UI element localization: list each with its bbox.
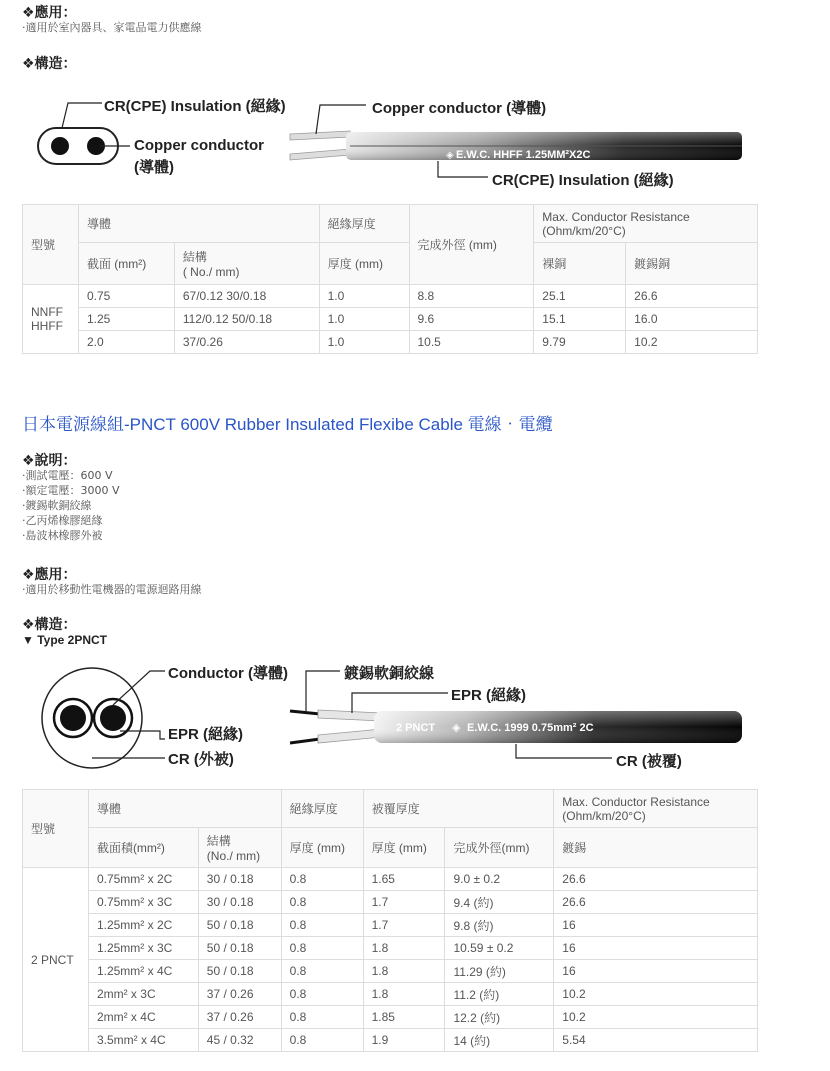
label-conductor: Conductor (導體) xyxy=(168,665,288,682)
hhff-spec-table xyxy=(22,204,758,354)
table-row: 2mm² x 3C 37 / 0.26 0.8 1.8 11.2 (約) 10.2 xyxy=(23,983,758,1006)
description-item: ·鍍錫軟銅絞線 xyxy=(22,499,92,512)
header-bare-copper: 裸銅 xyxy=(534,243,626,285)
label-epr-right: EPR (絕緣) xyxy=(451,687,527,704)
cable-print-model: 2 PNCT xyxy=(396,722,436,734)
table-row: 3.5mm² x 4C 45 / 0.32 0.8 1.9 14 (約) 5.54 xyxy=(23,1029,758,1052)
model-cell: NNFF HHFF xyxy=(23,285,79,354)
label-tinned-copper: 鍍錫軟銅絞線 xyxy=(344,665,435,682)
application-text: ·適用於室內器具、家電品電力供應線 xyxy=(22,21,202,34)
header-structure: 結構 (No./ mm) xyxy=(198,828,281,868)
table-row: 1.25 112/0.12 50/0.18 1.0 9.6 15.1 16.0 xyxy=(23,308,758,331)
header-thickness: 厚度 (mm) xyxy=(319,243,409,285)
header-conductor: 導體 xyxy=(78,205,319,243)
table-row: 1.25mm² x 4C 50 / 0.18 0.8 1.8 11.29 (約) 16 xyxy=(23,960,758,983)
header-type: 型號 xyxy=(23,205,79,285)
header-tinned: 鍍錫 xyxy=(554,828,758,868)
header-structure: 結構 ( No./ mm) xyxy=(174,243,319,285)
header-sheath-thickness: 厚度 (mm) xyxy=(363,828,445,868)
label-insulation-left: CR(CPE) Insulation (絕緣) xyxy=(104,98,286,115)
model-cell: 2 PNCT xyxy=(23,868,89,1052)
description-list xyxy=(22,468,120,543)
table-row: 2mm² x 4C 37 / 0.26 0.8 1.85 12.2 (約) 10.2 xyxy=(23,1006,758,1029)
description-heading: ❖說明： xyxy=(22,453,77,469)
header-area: 截面積(mm²) xyxy=(88,828,198,868)
structure-heading: ❖構造： xyxy=(22,56,77,72)
structure-heading-2: ❖構造： xyxy=(22,617,77,633)
table-row: NNFF HHFF 0.75 67/0.12 30/0.18 1.0 8.8 25.1 26.6 xyxy=(23,285,758,308)
pnct-spec-table xyxy=(22,789,758,1052)
header-insulation: 絕緣厚度 xyxy=(281,790,363,828)
table-row: 1.25mm² x 3C 50 / 0.18 0.8 1.8 10.59 ± 0.2 16 xyxy=(23,937,758,960)
header-sheath: 被覆厚度 xyxy=(363,790,554,828)
label-conductor-left: Copper conductor xyxy=(134,137,264,154)
application-heading-2: ❖應用： xyxy=(22,567,77,583)
conductor-dot xyxy=(60,705,86,731)
header-type: 型號 xyxy=(23,790,89,868)
header-tinned-copper: 鍍錫銅 xyxy=(626,243,758,285)
table-row: 2.0 37/0.26 1.0 10.5 9.79 10.2 xyxy=(23,331,758,354)
conductor-dot xyxy=(100,705,126,731)
svg-text:◈: ◈ xyxy=(452,722,461,734)
header-outer-diameter: 完成外徑 (mm) xyxy=(409,205,534,285)
label-conductor-top: Copper conductor (導體) xyxy=(372,100,547,117)
label-cr-left: CR (外被) xyxy=(168,751,234,768)
header-resistance: Max. Conductor Resistance (Ohm/km/20°C) xyxy=(554,790,758,828)
label-epr-left: EPR (絕緣) xyxy=(168,726,244,743)
application-heading: ❖應用： xyxy=(22,5,77,21)
header-insulation: 絕緣厚度 xyxy=(319,205,409,243)
label-insulation-bottom: CR(CPE) Insulation (絕緣) xyxy=(492,172,674,189)
table-row: 0.75mm² x 3C 30 / 0.18 0.8 1.7 9.4 (約) 26.6 xyxy=(23,891,758,914)
header-area: 截面 (mm²) xyxy=(78,243,174,285)
label-cr-right: CR (被覆) xyxy=(616,753,682,770)
description-item: ·島波林橡膠外被 xyxy=(22,529,103,542)
description-item: ·乙丙烯橡膠絕緣 xyxy=(22,514,103,527)
svg-text:◈: ◈ xyxy=(446,150,454,161)
description-item: ·測試電壓：600 V xyxy=(22,469,113,482)
section-title: 日本電源線組-PNCT 600V Rubber Insulated Flexibe Cable 電線‧電纜 xyxy=(22,415,553,434)
cable-print: E.W.C. HHFF 1.25MM²X2C xyxy=(456,149,591,161)
header-insulation-thickness: 厚度 (mm) xyxy=(281,828,363,868)
cable-print: E.W.C. 1999 0.75mm² 2C xyxy=(467,722,594,734)
description-item: ·額定電壓：3000 V xyxy=(22,484,120,497)
header-conductor: 導體 xyxy=(88,790,281,828)
header-outer-diameter: 完成外徑(mm) xyxy=(445,828,554,868)
table-row: 2 PNCT 0.75mm² x 2C 30 / 0.18 0.8 1.65 9.0 ± 0.2 26.6 xyxy=(23,868,758,891)
conductor-dot xyxy=(51,137,69,155)
label-conductor-left-cn: (導體) xyxy=(134,159,174,176)
application-text-2: ·適用於移動性電機器的電源迴路用線 xyxy=(22,583,202,596)
type-label: ▼ Type 2PNCT xyxy=(22,633,108,647)
header-resistance: Max. Conductor Resistance (Ohm/km/20°C) xyxy=(534,205,758,243)
table-row: 1.25mm² x 2C 50 / 0.18 0.8 1.7 9.8 (約) 16 xyxy=(23,914,758,937)
